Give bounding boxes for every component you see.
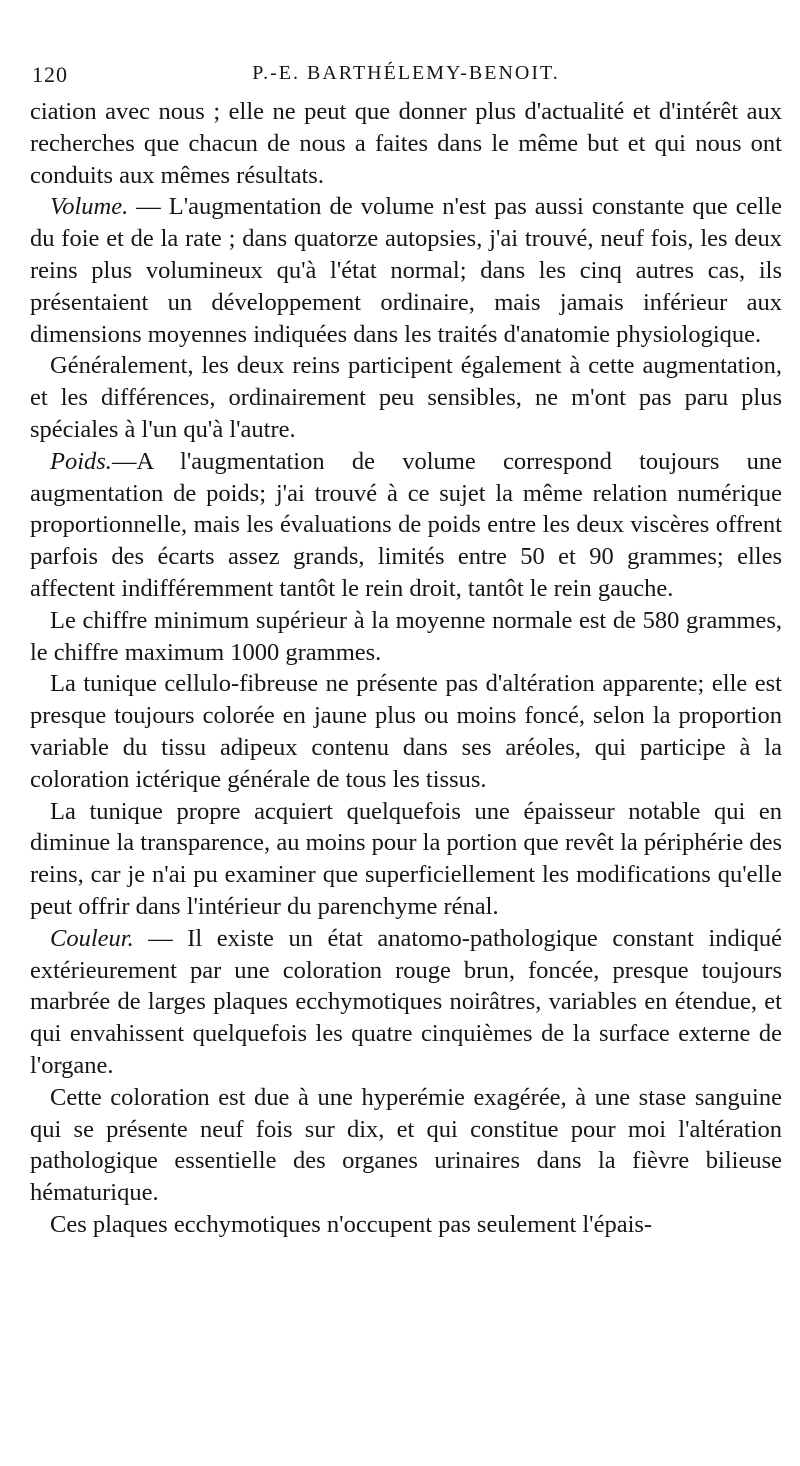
page-header [30,62,782,90]
page-number: 120 [32,62,68,87]
paragraph-text: ciation avec nous ; elle ne peut que donner plus d'actualité et d'intérêt aux recherches que chacun de nous a faites dans le même but et qui nous ont conduits aux mêmes résultats. [30,98,782,189]
paragraph [30,605,782,669]
paragraph [30,1082,782,1209]
paragraph-text: — Il existe un état anatomo-pathologique constant indiqué extérieurement par une coloration rouge brun, foncée, presque toujours marbrée de larges plaques ecchymotiques noirâtres, variables en étendue, et qui envahissent quelquefois les quatre cinquièmes de la surface externe de l'organe. [30,924,782,1079]
paragraph-text: Le chiffre minimum supérieur à la moyenne normale est de 580 grammes, le chiffre maximum 1000 grammes. [30,606,782,666]
paragraph [30,96,782,191]
paragraph-text: —A l'augmentation de volume correspond toujours une augmentation de poids; j'ai trouvé à ce sujet la même relation numérique proportionnelle, mais les évaluations de poids entre les deux viscères offrent parfois des écarts assez grands, limités entre 50 et 90 grammes; elles affectent indifféremment tantôt le rein droit, tantôt le rein gauche. [30,447,782,602]
paragraph [30,668,782,795]
paragraph-poids [30,446,782,605]
section-heading-couleur: Couleur. [50,924,134,952]
section-heading-poids: Poids. [50,447,112,475]
paragraph [30,1209,782,1241]
paragraph-text: La tunique propre acquiert quelquefois une épaisseur notable qui en diminue la transparence, au moins pour la portion que revêt la périphérie des reins, car je n'ai pu examiner que superficiellement les modifications qu'elle peut offrir dans l'intérieur du parenchyme rénal. [30,797,782,920]
section-heading-volume: Volume. [50,193,129,221]
paragraph-text: Généralement, les deux reins participent également à cette augmentation, et les différences, ordinairement peu sensibles, ne m'ont pas paru plus spéciales à l'un qu'à l'autre. [30,352,782,443]
paragraph [30,350,782,445]
paragraph [30,796,782,923]
paragraph-volume [30,191,782,350]
paragraph-text: La tunique cellulo-fibreuse ne présente pas d'altération apparente; elle est presque toujours colorée en jaune plus ou moins foncé, selon la proportion variable du tissu adipeux contenu dans ses aréoles, qui participe à la coloration ictérique générale de tous les tissus. [30,670,782,793]
paragraph-text: — L'augmentation de volume n'est pas aussi constante que celle du foie et de la rate ; dans quatorze autopsies, j'ai trouvé, neuf fois, les deux reins plus volumineux qu'à l'état normal; dans les cinq autres cas, ils présentaient un développement ordinaire, mais jamais inférieur aux dimensions moyennes indiquées dans les traités d'anatomie physiologique. [30,193,782,348]
paragraph-text: Ces plaques ecchymotiques n'occupent pas seulement l'épais- [50,1210,653,1238]
running-head: P.-E. BARTHÉLEMY-BENOIT. [252,62,560,84]
paragraph-couleur [30,923,782,1082]
body-text [30,96,782,1241]
book-page [30,62,782,1241]
paragraph-text: Cette coloration est due à une hyperémie exagérée, à une stase sanguine qui se présente neuf fois sur dix, et qui constitue pour moi l'altération pathologique essentielle des organes urinaires dans la fièvre bilieuse hématurique. [30,1083,782,1207]
